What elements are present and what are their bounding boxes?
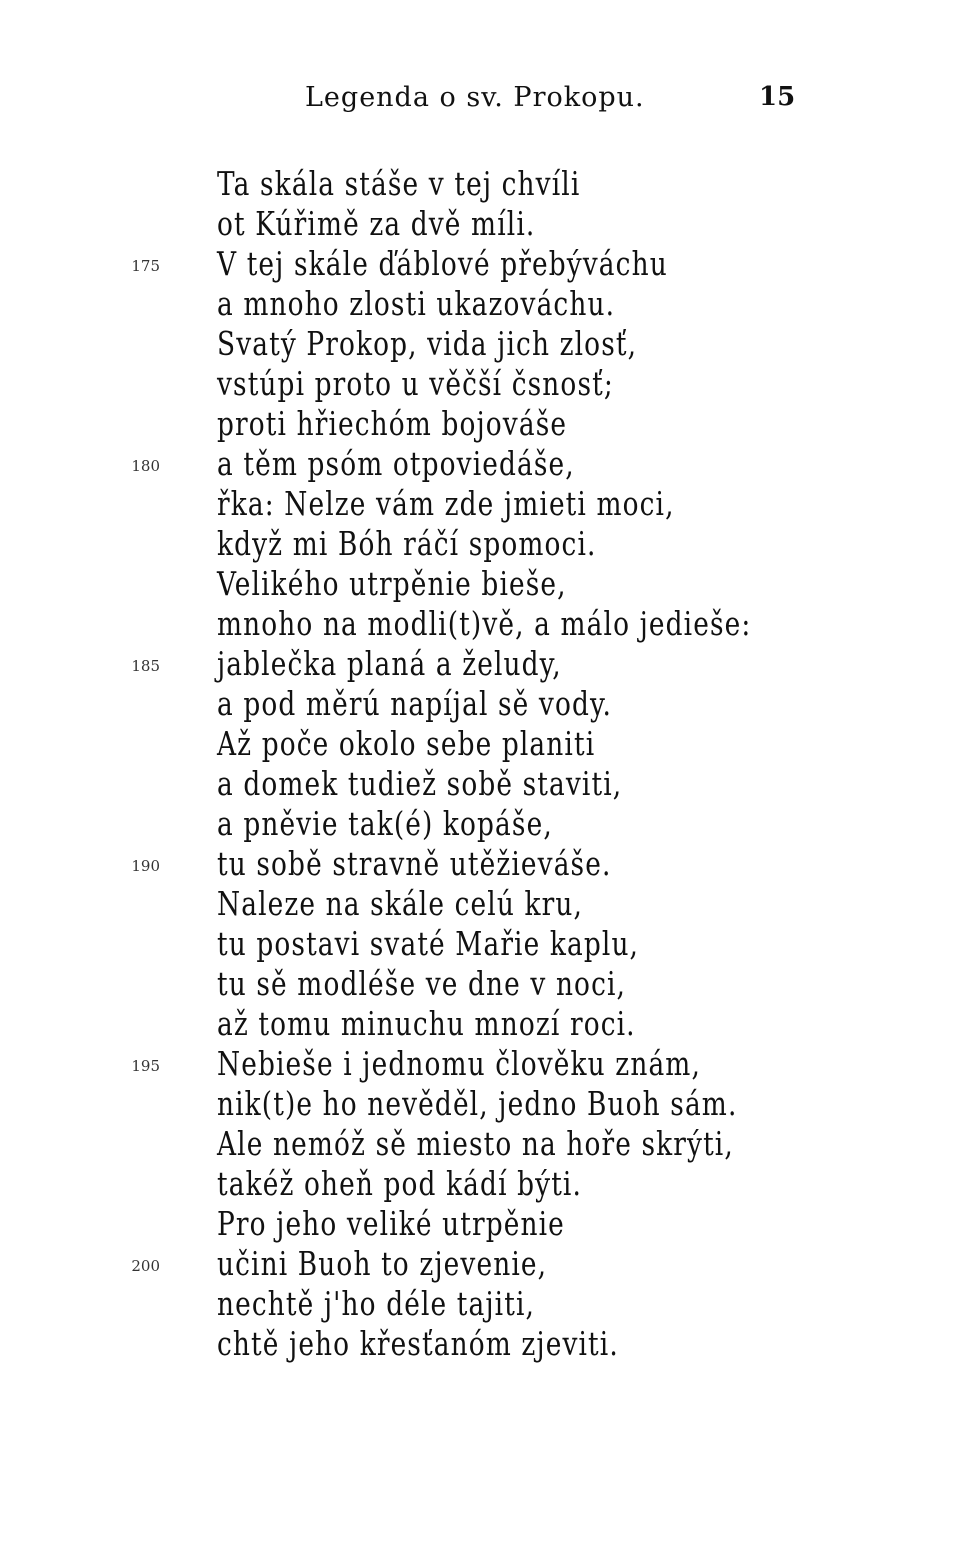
verse-line [0,924,960,964]
verse-line [0,204,960,244]
line-number: 200 [131,1257,160,1275]
verse-text: Ale nemóž sě miesto na hoře skrýti, [217,1124,734,1163]
line-number: 175 [131,257,160,275]
verse-text: Naleze na skále celú kru, [217,884,583,923]
verse-line [0,284,960,324]
verse-text: chtě jeho křesťanóm zjeviti. [217,1324,619,1363]
verse-line [0,1164,960,1204]
verse-text: Ta skála stáše v tej chvíli [217,164,581,203]
running-title: Legenda o sv. Prokopu. [305,82,645,113]
verse-line [0,1004,960,1044]
verse-text: ot Kúřimě za dvě míli. [217,204,536,243]
verse-line [0,844,960,884]
verse-text: a pod měrú napíjal sě vody. [217,684,613,723]
verse-text: mnoho na modli(t)vě, a málo jedieše: [217,604,752,643]
line-number: 180 [131,457,160,475]
verse-text: řka: Nelze vám zde jmieti moci, [217,484,675,523]
verse-line [0,484,960,524]
verse-text: učini Buoh to zjevenie, [217,1244,548,1283]
verse-line [0,644,960,684]
verse-line [0,1244,960,1284]
verse-line [0,884,960,924]
verse-line [0,1204,960,1244]
verse-line [0,364,960,404]
verse-line [0,724,960,764]
line-number: 195 [131,1057,160,1075]
verse-line [0,524,960,564]
verse-text: Nebieše i jednomu člověku znám, [217,1044,701,1083]
verse-line [0,404,960,444]
verse-line [0,1124,960,1164]
verse-line [0,684,960,724]
verse-line [0,1044,960,1084]
verse-text: až tomu minuchu mnozí roci. [217,1004,636,1043]
verse-text: nik(t)e ho nevěděl, jedno Buoh sám. [217,1084,738,1123]
verse-line [0,164,960,204]
verse-line [0,764,960,804]
verse-line [0,564,960,604]
verse-text: proti hřiechóm bojováše [217,404,568,443]
verse-text: a pněvie tak(é) kopáše, [217,804,553,843]
verse-text: a domek tudiež sobě staviti, [217,764,623,803]
verse-text: Až poče okolo sebe planiti [217,724,596,763]
line-number: 185 [131,657,160,675]
page-number: 15 [759,82,796,112]
line-number: 190 [131,857,160,875]
verse-line [0,324,960,364]
verse-line [0,244,960,284]
verse-text: jablečka planá a želudy, [217,644,562,683]
verse-block [0,164,960,1364]
verse-text: Svatý Prokop, vida jich zlosť, [217,324,638,363]
verse-line [0,444,960,484]
verse-line [0,964,960,1004]
verse-text: takéž oheň pod kádí býti. [217,1164,582,1203]
verse-text: a mnoho zlosti ukazováchu. [217,284,616,323]
verse-text: když mi Bóh ráčí spomoci. [217,524,597,563]
verse-text: V tej skále ďáblové přebýváchu [217,244,668,283]
verse-line [0,1324,960,1364]
verse-line [0,804,960,844]
verse-text: nechtě j'ho déle tajiti, [217,1284,536,1323]
verse-text: a těm psóm otpoviedáše, [217,444,575,483]
verse-line [0,1084,960,1124]
verse-line [0,1284,960,1324]
verse-text: tu postavi svaté Mařie kaplu, [217,924,640,963]
verse-text: Velikého utrpěnie bieše, [217,564,567,603]
verse-text: tu sobě stravně utěžieváše. [217,844,612,883]
verse-text: tu sě modléše ve dne v noci, [217,964,627,1003]
verse-line [0,604,960,644]
verse-text: Pro jeho veliké utrpěnie [217,1204,565,1243]
running-head [0,82,960,122]
verse-text: vstúpi proto u věčší čsnosť; [217,364,614,403]
